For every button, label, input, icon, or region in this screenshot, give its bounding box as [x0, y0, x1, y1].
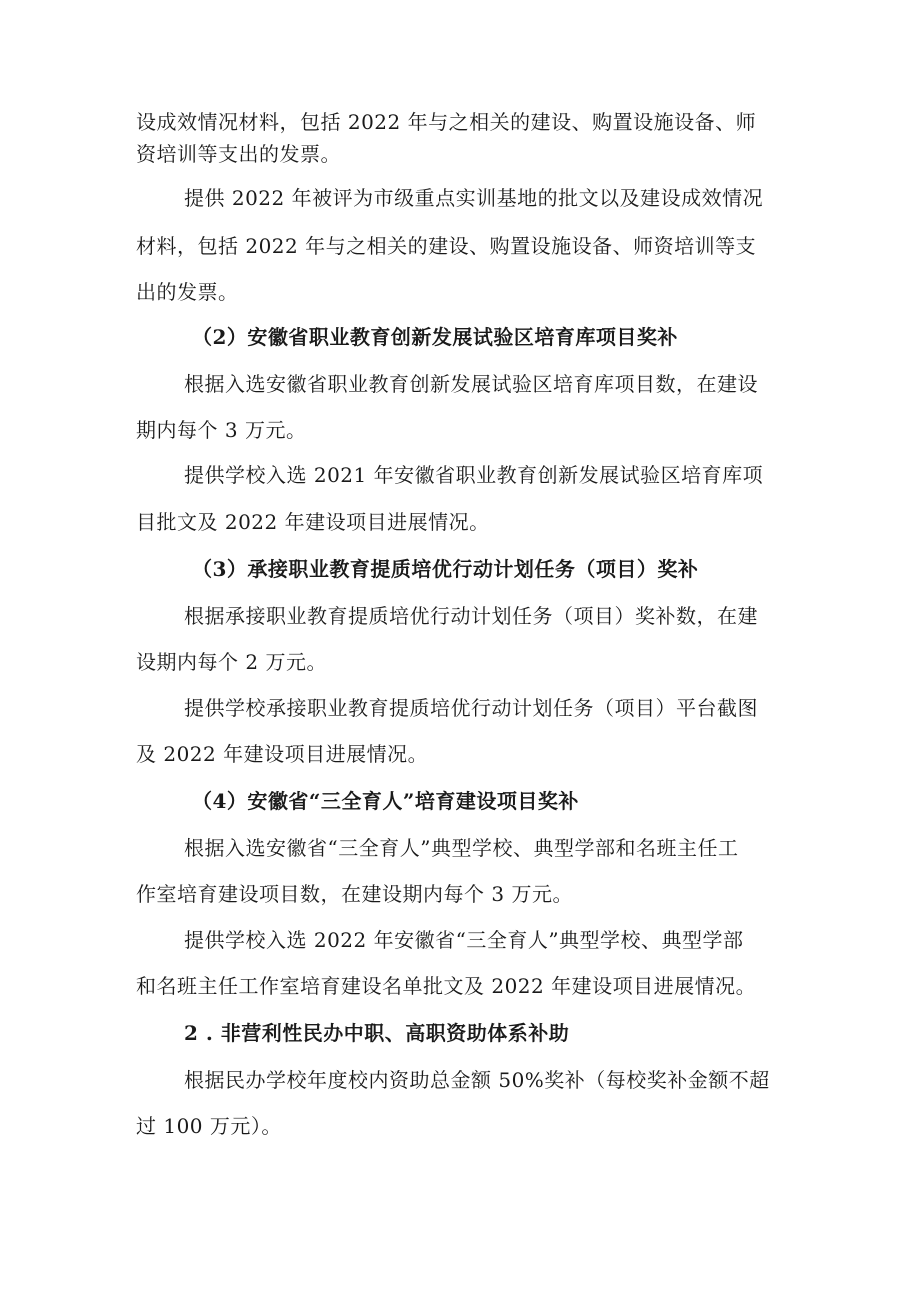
paragraph-line: 过 100 万元）。: [136, 1114, 282, 1138]
paragraph-line: 根据民办学校年度校内资助总金额 50%奖补（每校奖补金额不超: [184, 1068, 770, 1092]
paragraph-line: 提供 2022 年被评为市级重点实训基地的批文以及建设成效情况: [184, 186, 764, 210]
paragraph-line: 提供学校承接职业教育提质培优行动计划任务（项目）平台截图: [184, 696, 758, 720]
paragraph-line: 提供学校入选 2021 年安徽省职业教育创新发展试验区培育库项: [184, 463, 764, 487]
paragraph-line: 和名班主任工作室培育建设名单批文及 2022 年建设项目进展情况。: [136, 974, 757, 998]
paragraph-line: 提供学校入选 2022 年安徽省“三全育人”典型学校、典型学部: [184, 928, 744, 952]
paragraph-line: 期内每个 3 万元。: [136, 418, 307, 442]
paragraph-line: 出的发票。: [136, 280, 239, 304]
paragraph-line: 设成效情况材料，包括 2022 年与之相关的建设、购置设施设备、师: [136, 110, 757, 134]
section-heading: 2 . 非营利性民办中职、高职资助体系补助: [184, 1021, 570, 1045]
paragraph-line: 设期内每个 2 万元。: [136, 650, 327, 674]
paragraph-line: 作室培育建设项目数，在建设期内每个 3 万元。: [136, 882, 573, 906]
section-heading: （3）承接职业教育提质培优行动计划任务（项目）奖补: [192, 557, 699, 581]
section-heading: （2）安徽省职业教育创新发展试验区培育库项目奖补: [192, 325, 678, 349]
paragraph-line: 材料，包括 2022 年与之相关的建设、购置设施设备、师资培训等支: [136, 234, 757, 258]
paragraph-line: 目批文及 2022 年建设项目进展情况。: [136, 510, 490, 534]
paragraph-line: 根据入选安徽省职业教育创新发展试验区培育库项目数，在建设: [184, 372, 758, 396]
section-heading: （4）安徽省“三全育人”培育建设项目奖补: [192, 789, 579, 813]
paragraph-line: 根据入选安徽省“三全育人”典型学校、典型学部和名班主任工: [184, 836, 739, 860]
paragraph-line: 资培训等支出的发票。: [136, 142, 341, 166]
paragraph-line: 根据承接职业教育提质培优行动计划任务（项目）奖补数，在建: [184, 604, 758, 628]
paragraph-line: 及 2022 年建设项目进展情况。: [136, 742, 429, 766]
